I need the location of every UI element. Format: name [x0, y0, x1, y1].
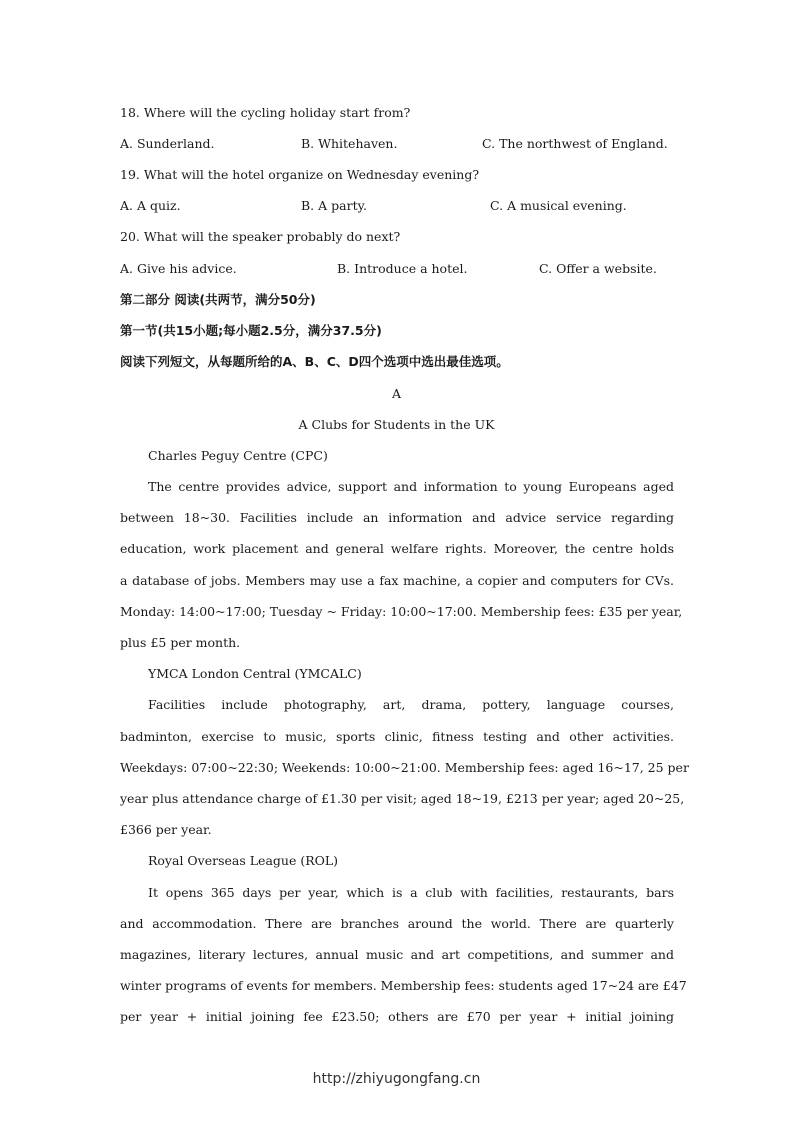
club-text-line: Facilities include photography, art, drama, pottery, language courses, [148, 697, 674, 712]
question-19-stem: 19. What will the hotel organize on Wednesday evening? [120, 167, 480, 182]
club-text-line: badminton, exercise to music, sports clinic, fitness testing and other activities. [120, 729, 674, 744]
club-text-line: education, work placement and general welfare rights. Moreover, the centre holds [120, 541, 674, 556]
club-text-line: year plus attendance charge of £1.30 per visit; aged 18~19, £213 per year; aged 20~25, [120, 791, 685, 806]
reading-instruction: 阅读下列短文，从每题所给的A、B、C、D四个选项中选出最佳选项。 [120, 354, 509, 369]
footer-url: http://zhiyugongfang.cn [312, 1071, 481, 1087]
club-text-line: between 18~30. Facilities include an information and advice service regarding [120, 510, 674, 525]
question-20-option-c: C. Offer a website. [539, 261, 657, 276]
club-text-line: The centre provides advice, support and information to young Europeans aged [148, 479, 674, 494]
question-18-option-b: B. Whitehaven. [301, 136, 398, 151]
question-20-option-b: B. Introduce a hotel. [337, 261, 468, 276]
question-18-stem: 18. Where will the cycling holiday start from? [120, 105, 411, 120]
club-text-line: Weekdays: 07:00~22:30; Weekends: 10:00~21:00. Membership fees: aged 16~17, 25 per [120, 760, 689, 775]
question-20-stem: 20. What will the speaker probably do next? [120, 229, 401, 244]
question-19-option-a: A. A quiz. [120, 198, 181, 213]
subsection-title: 第一节(共15小题;每小题2.5分，满分37.5分) [120, 323, 382, 338]
club-text-line: It opens 365 days per year, which is a club with facilities, restaurants, bars [148, 885, 674, 900]
passage-label: A [391, 386, 402, 401]
club-text-line: magazines, literary lectures, annual music and art competitions, and summer and [120, 947, 674, 962]
part-title: 第二部分 阅读(共两节，满分50分) [120, 292, 316, 307]
club-text-line: and accommodation. There are branches around the world. There are quarterly [120, 916, 674, 931]
question-18-option-a: A. Sunderland. [120, 136, 215, 151]
question-19-option-c: C. A musical evening. [490, 198, 627, 213]
question-20-option-a: A. Give his advice. [120, 261, 237, 276]
club-text-line: winter programs of events for members. Membership fees: students aged 17~24 are £47 [120, 978, 687, 993]
question-18-option-c: C. The northwest of England. [482, 136, 668, 151]
club-heading-ymcalc: YMCA London Central (YMCALC) [148, 666, 362, 681]
club-heading-rol: Royal Overseas League (ROL) [148, 853, 339, 868]
club-text-line: Monday: 14:00~17:00; Tuesday ~ Friday: 10:00~17:00. Membership fees: £35 per year, [120, 604, 683, 619]
club-text-line: £366 per year. [120, 822, 212, 837]
club-text-line: a database of jobs. Members may use a fax machine, a copier and computers for CVs. [120, 573, 674, 588]
club-text-line: per year + initial joining fee £23.50; others are £70 per year + initial joining [120, 1009, 674, 1024]
club-text-line: plus £5 per month. [120, 635, 241, 650]
passage-title: A Clubs for Students in the UK [298, 417, 495, 432]
question-19-option-b: B. A party. [301, 198, 367, 213]
club-heading-cpc: Charles Peguy Centre (CPC) [148, 448, 328, 463]
